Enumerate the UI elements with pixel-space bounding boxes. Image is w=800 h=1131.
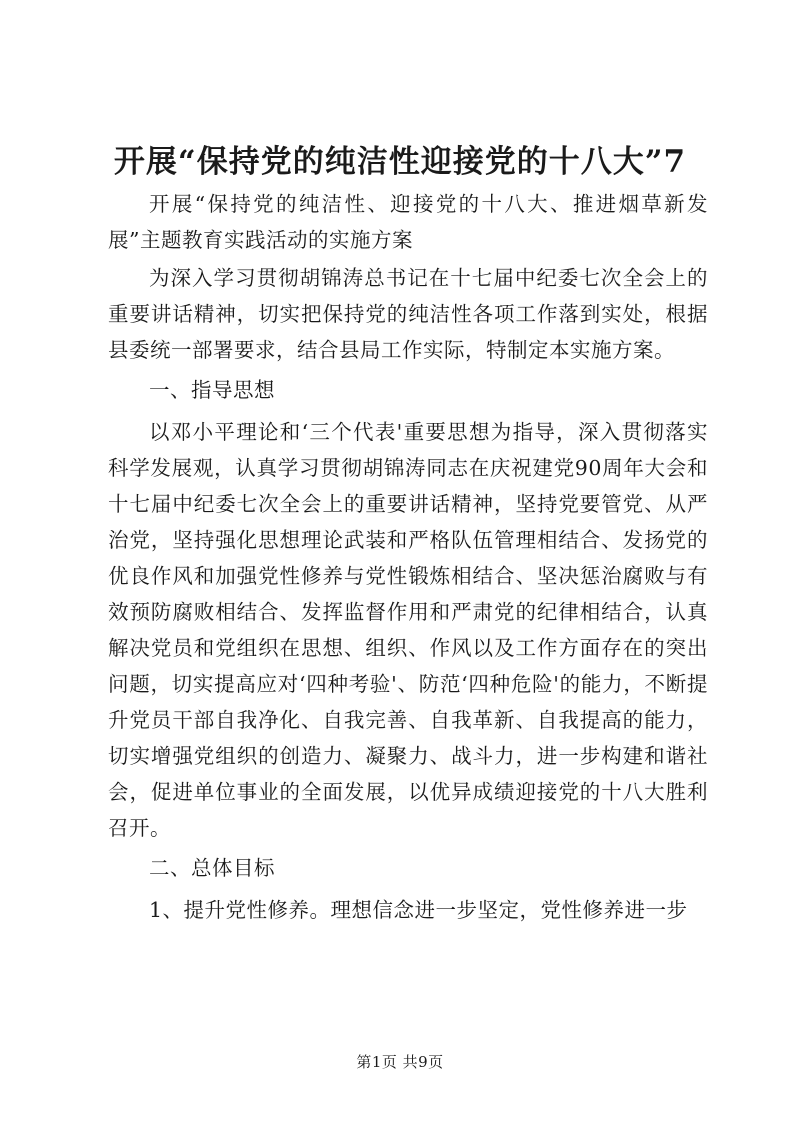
intro-paragraph: 为深入学习贯彻胡锦涛总书记在十七届中纪委七次全会上的重要讲话精神，切实把保持党的纯洁性各项工作落到实处，根据县委统一部署要求，结合县局工作实际，特制定本实施方案。 <box>108 266 708 362</box>
section-heading-overall-goals: 二、总体目标 <box>149 856 275 880</box>
guiding-ideology-paragraph: 以邓小平理论和‘三个代表'重要思想为指导，深入贯彻落实科学发展观，认真学习贯彻胡锦涛同志在庆祝建党90周年大会和十七届中纪委七次全会上的重要讲话精神，坚持党要管党、从严治党，坚持强化思想理论武装和严格队伍管理相结合、发扬党的优良作风和加强党性修养与党性锻炼相结合、坚决惩治腐败与有效预防腐败相结合、发挥监督作用和严肃党的纪律相结合，认真解决党员和党组织在思想、组织、作风以及工作方面存在的突出问题，切实提高应对‘四种考验'、防范‘四种危险'的能力，不断提升党员干部自我净化、自我完善、自我革新、自我提高的能力，切实增强党组织的创造力、凝聚力、战斗力，进一步构建和谐社会，促进单位事业的全面发展，以优异成绩迎接党的十八大胜利召开。 <box>108 420 708 840</box>
document-body <box>108 186 708 930</box>
section-heading-guiding-ideology: 一、指导思想 <box>149 378 275 402</box>
document-title: 开展“保持党的纯洁性迎接党的十八大”7 <box>113 144 687 180</box>
page-number-footer: 第1页 共9页 <box>356 1053 444 1071</box>
goal-item-1-paragraph: 1、提升党性修养。理想信念进一步坚定，党性修养进一步 <box>149 898 688 922</box>
subtitle-paragraph: 开展“保持党的纯洁性、迎接党的十八大、推进烟草新发展”主题教育实践活动的实施方案 <box>108 192 708 252</box>
